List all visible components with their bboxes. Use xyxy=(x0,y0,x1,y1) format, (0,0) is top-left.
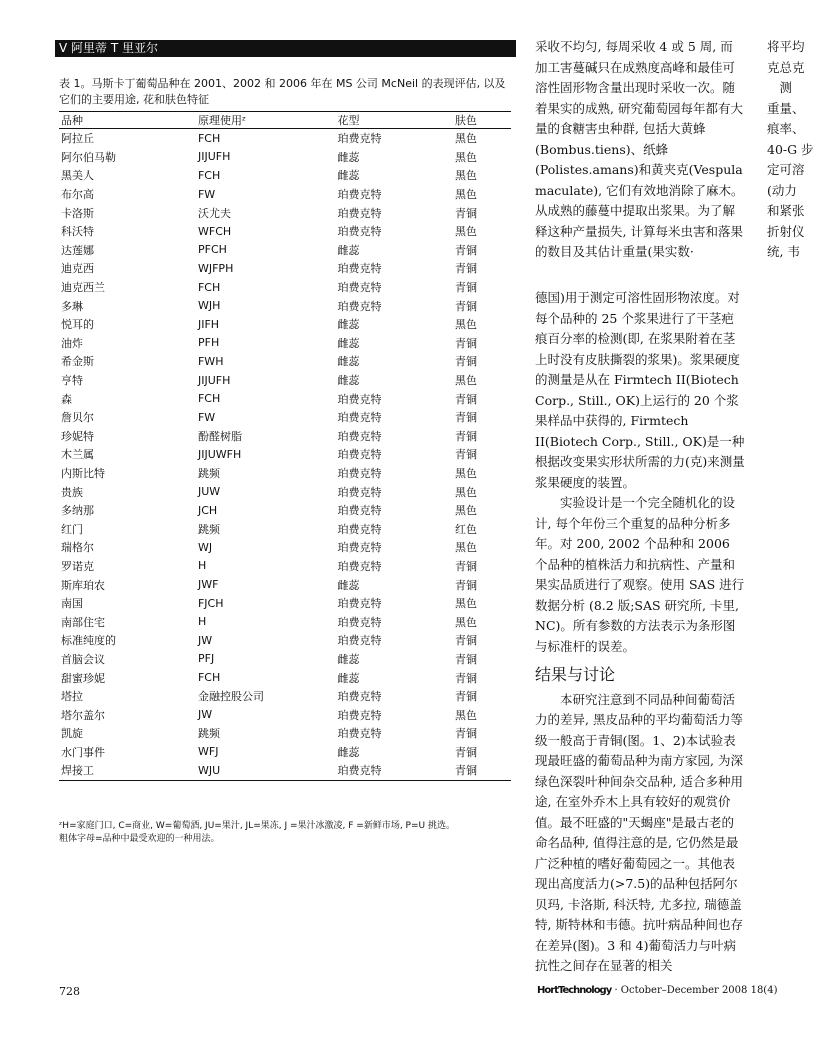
cell-use: JCH xyxy=(197,503,218,517)
table-row xyxy=(59,296,511,315)
table-row xyxy=(59,650,511,669)
running-header: V 阿里蒂 T 里亚尔 xyxy=(55,40,516,57)
table-row xyxy=(59,408,511,427)
cell-flower-type: 珀费克特 xyxy=(337,188,382,202)
table-row xyxy=(59,185,511,204)
cell-skin-color: 青铜 xyxy=(455,745,478,759)
cell-cultivar: 贵族 xyxy=(61,485,83,499)
page-number: 728 xyxy=(59,985,80,998)
cell-use: FCH xyxy=(197,671,221,685)
cell-skin-color: 黑色 xyxy=(455,708,478,722)
cell-cultivar: 迪克西兰 xyxy=(61,281,105,295)
table-row xyxy=(59,445,511,464)
cell-cultivar: 水门事件 xyxy=(61,745,105,759)
cell-flower-type: 珀费克特 xyxy=(337,132,382,146)
cell-use: PFJ xyxy=(197,652,215,666)
table-row xyxy=(59,724,511,743)
cell-skin-color: 青铜 xyxy=(455,262,478,276)
cell-flower-type: 珀费克特 xyxy=(337,615,382,629)
cell-flower-type: 珀费克特 xyxy=(336,761,454,780)
table-row xyxy=(59,129,511,148)
cell-use: JW xyxy=(197,633,213,647)
cell-skin-color: 黑色 xyxy=(455,615,478,629)
paragraph-harvest: 采收不均匀, 每周采收 4 或 5 周, 而加工害蔓碱只在成熟度高峰和最佳可溶性固形物含量出现时采收一次。随着果实的成熟, 研究葡萄园每年都有大量的食糖害虫种群, 包括大黄蜂(Bombus.tiens)、纸蜂(Polistes.amans)和黄夹克(Vespula maculate), 它们有效地消除了麻木。从成熟的藤蔓中提取出浆果。为了解释这种产量损失, 计算每米虫害和落果的数目及其估计重量(果实数· xyxy=(535,39,744,259)
cell-skin-color: 青铜 xyxy=(455,559,478,573)
cell-skin-color: 黑色 xyxy=(455,188,478,202)
table-row xyxy=(59,464,511,483)
table-row xyxy=(59,352,511,371)
table-row xyxy=(59,668,511,687)
cell-cultivar: 木兰属 xyxy=(61,448,94,462)
table-row xyxy=(59,501,511,520)
cultivar-table xyxy=(59,111,511,781)
cell-cultivar: 亨特 xyxy=(61,374,83,388)
cell-skin-color: 青铜 xyxy=(455,448,478,462)
cell-use: FJCH xyxy=(197,596,224,610)
cell-cultivar: 悦耳的 xyxy=(61,318,94,332)
table-row xyxy=(59,427,511,446)
cell-flower-type: 珀费克特 xyxy=(337,225,382,239)
column-header-flower-type: 花型 xyxy=(336,112,454,129)
column-3-line: 将平均 xyxy=(767,39,805,54)
column-3-line: 克总克 xyxy=(767,59,805,75)
table-row xyxy=(59,575,511,594)
table-row xyxy=(59,743,511,762)
cell-skin-color: 黑色 xyxy=(455,169,478,183)
cell-cultivar: 多琳 xyxy=(61,299,83,313)
cell-flower-type: 雌蕊 xyxy=(337,150,360,164)
paragraph-methods: 德国)用于测定可溶性固形物浓度。对每个品种的 25 个浆果进行了干茎疤痕百分率的检测(即, 在浆果附着在茎上时没有皮肤撕裂的浆果)。浆果硬度的测量是从在 Firmtech II(Biotech Corp., Still., OK)上运行的 20 个浆果样品中获得的, Firmtech II(Biotech Corp., Still., OK)是一种根据改变果实形状所需的力(克)来测量浆果硬度的装置。 xyxy=(535,290,745,490)
cell-flower-type: 雌蕊 xyxy=(337,243,360,257)
cell-use: JIJUFH xyxy=(197,373,231,387)
cell-cultivar: 森 xyxy=(61,392,72,406)
journal-issue: · October–December 2008 18(4) xyxy=(614,985,778,996)
cell-use: FWH xyxy=(197,354,224,368)
cell-flower-type: 珀费克特 xyxy=(337,597,382,611)
cell-cultivar: 科沃特 xyxy=(61,225,94,239)
cell-skin-color: 青铜 xyxy=(455,299,478,313)
cell-use: WFCH xyxy=(197,224,232,238)
cell-cultivar: 卡洛斯 xyxy=(61,206,94,220)
cell-cultivar: 阿拉丘 xyxy=(61,132,94,146)
cell-use: JUW xyxy=(197,485,221,499)
cell-cultivar: 瑞格尔 xyxy=(61,541,94,555)
table-row xyxy=(59,557,511,576)
column-3-line: 和紧张 xyxy=(767,203,805,218)
table-row xyxy=(59,612,511,631)
footnote-bold: 粗体字母=品种中最受欢迎的一种用法。 xyxy=(59,834,220,844)
table-row xyxy=(59,222,511,241)
cell-flower-type: 珀费克特 xyxy=(337,522,382,536)
table-row xyxy=(59,594,511,613)
cell-skin-color: 青铜 xyxy=(455,392,478,406)
column-header-use: 原理使用ᶻ xyxy=(196,112,336,129)
table-row xyxy=(59,241,511,260)
cell-use: JWF xyxy=(197,578,219,592)
cell-use: 跳频 xyxy=(197,727,220,741)
cell-skin-color: 青铜 xyxy=(455,634,478,648)
cell-flower-type: 雌蕊 xyxy=(337,336,360,350)
cell-use: H xyxy=(197,615,207,629)
cell-skin-color: 黑色 xyxy=(455,541,478,555)
cell-flower-type: 珀费克特 xyxy=(337,299,382,313)
cell-use: 沃尤夫 xyxy=(197,206,231,220)
cell-cultivar: 南部住宅 xyxy=(61,615,105,629)
table-row xyxy=(59,687,511,706)
cell-cultivar: 首脑会议 xyxy=(61,652,105,666)
column-3-line: 定可溶 xyxy=(767,162,805,177)
column-3-line: 统, 韦 xyxy=(767,244,800,259)
cell-cultivar: 迪克西 xyxy=(61,262,94,276)
cell-use: WJFPH xyxy=(197,261,234,275)
cell-flower-type: 雌蕊 xyxy=(337,318,360,332)
section-title-results: 结果与讨论 xyxy=(535,665,616,684)
footnote-use-codes: ᶻH=家庭门口, C=商业, W=葡萄酒, JU=果汁, JL=果冻, J =果汁冰激凌, F =新鲜市场, P=U 挑选。 xyxy=(59,821,455,831)
column-3-line: 40-G 步 xyxy=(767,141,814,157)
cell-cultivar: 多纳那 xyxy=(61,504,94,518)
journal-footer xyxy=(537,985,777,996)
cell-cultivar: 塔拉 xyxy=(61,690,83,704)
cell-use: H xyxy=(197,559,207,573)
cell-flower-type: 珀费克特 xyxy=(337,727,382,741)
cell-skin-color: 黑色 xyxy=(455,466,478,480)
table-row xyxy=(59,538,511,557)
cell-flower-type: 珀费克特 xyxy=(337,466,382,480)
cell-use: 金融控股公司 xyxy=(197,690,264,704)
cell-use: FCH xyxy=(197,392,221,406)
cell-skin-color: 青铜 xyxy=(455,727,478,741)
cell-skin-color: 青铜 xyxy=(455,243,478,257)
table-row xyxy=(59,519,511,538)
table-row xyxy=(59,371,511,390)
column-3-line: 痕率、 xyxy=(767,121,805,136)
cell-flower-type: 珀费克特 xyxy=(337,559,382,573)
cell-use: WJU xyxy=(196,761,336,780)
cell-flower-type: 雌蕊 xyxy=(337,671,360,685)
cell-cultivar: 黑美人 xyxy=(61,169,94,183)
cell-flower-type: 雌蕊 xyxy=(337,578,360,592)
table-row xyxy=(59,389,511,408)
cell-flower-type: 珀费克特 xyxy=(337,429,382,443)
cell-skin-color: 黑色 xyxy=(455,225,478,239)
cell-use: FCH xyxy=(197,131,221,145)
cell-skin-color: 黑色 xyxy=(455,132,478,146)
table-row xyxy=(59,334,511,353)
cell-skin-color: 黑色 xyxy=(455,318,478,332)
cell-use: JIJUWFH xyxy=(197,447,242,461)
cell-skin-color: 青铜 xyxy=(455,206,478,220)
paragraph-design: 实验设计是一个完全随机化的设计, 每个年份三个重复的品种分析多年。对 200, 2002 个品种和 2006 个品种的植株活力和抗病性、产量和果实品质进行了观察。使用 SAS 进行数据分析 (8.2 版;SAS 研究所, 卡里, NC)。所有参数的方法表示为条形图与标准杆的误差。 xyxy=(535,495,745,654)
table-row xyxy=(59,315,511,334)
cell-cultivar: 希金斯 xyxy=(61,355,94,369)
cell-use: JIJUFH xyxy=(197,150,231,164)
cell-flower-type: 珀费克特 xyxy=(337,708,382,722)
column-3-line: 折射仪 xyxy=(767,223,805,239)
column-3-line: 重量、 xyxy=(767,100,805,116)
table-footnotes xyxy=(59,820,511,846)
cell-cultivar: 斯库珀农 xyxy=(61,578,105,592)
body-column-2-top xyxy=(535,37,745,263)
cell-flower-type: 雌蕊 xyxy=(337,652,360,666)
cell-flower-type: 珀费克特 xyxy=(337,634,382,648)
table-row xyxy=(59,259,511,278)
cell-flower-type: 珀费克特 xyxy=(337,485,382,499)
cell-cultivar: 焊接工 xyxy=(59,761,196,780)
cell-skin-color: 青铜 xyxy=(453,761,511,780)
cell-use: 跳频 xyxy=(197,522,220,536)
cell-skin-color: 黑色 xyxy=(455,504,478,518)
table-row xyxy=(59,278,511,297)
cell-skin-color: 黑色 xyxy=(455,374,478,388)
cell-use: FCH xyxy=(197,280,221,294)
cell-cultivar: 内斯比特 xyxy=(61,466,105,480)
cell-flower-type: 珀费克特 xyxy=(337,206,382,220)
cell-use: 酚醛树脂 xyxy=(197,429,242,443)
cell-cultivar: 甜蜜珍妮 xyxy=(61,671,105,685)
cell-flower-type: 珀费克特 xyxy=(337,392,382,406)
column-header-cultivar: 品种 xyxy=(59,112,196,129)
cell-flower-type: 珀费克特 xyxy=(337,690,382,704)
cell-skin-color: 青铜 xyxy=(455,671,478,685)
cell-skin-color: 青铜 xyxy=(455,429,478,443)
table-header-row xyxy=(59,112,511,129)
table-row xyxy=(59,631,511,650)
cell-use: WFJ xyxy=(197,745,219,759)
paragraph-results: 本研究注意到不同品种间葡萄活力的差异, 黑皮品种的平均葡萄活力等级一般高于青铜(图。1、2)本试验表现最旺盛的葡萄品种为南方家园, 为深绿色深裂叶种间杂交品种, 适合多种用途, 在室外乔木上具有较好的观赏价值。最不旺盛的"天蝎座"是最古老的命名品种, 值得注意的是, 它仍然是最广泛种植的嗜好葡萄园之一。其他表现出高度活力(>7.5)的品种包括阿尔贝玛, 卡洛斯, 科沃特, 尤多拉, 瑞德盖特, 斯特林和韦德。抗叶病品种间也存在差异(图)。3 和 4)葡萄活力与叶病抗性之间存在显著的相关 xyxy=(535,691,743,973)
cell-cultivar: 凯旋 xyxy=(61,727,83,741)
column-3-line: 测 xyxy=(767,80,793,95)
table-row xyxy=(59,203,511,222)
cell-skin-color: 青铜 xyxy=(455,652,478,666)
cell-skin-color: 黑色 xyxy=(455,597,478,611)
cell-cultivar: 罗诺克 xyxy=(61,559,94,573)
cell-skin-color: 青铜 xyxy=(455,281,478,295)
cell-skin-color: 青铜 xyxy=(455,578,478,592)
cell-flower-type: 珀费克特 xyxy=(337,448,382,462)
cell-cultivar: 南国 xyxy=(61,597,83,611)
cell-flower-type: 雌蕊 xyxy=(337,374,360,388)
cell-flower-type: 珀费克特 xyxy=(337,504,382,518)
cell-cultivar: 油炸 xyxy=(61,336,83,350)
cell-skin-color: 红色 xyxy=(455,522,478,536)
cell-use: FW xyxy=(197,187,216,201)
cell-flower-type: 珀费克特 xyxy=(337,411,382,425)
journal-logo: HortTechnology xyxy=(537,985,612,996)
cell-use: WJ xyxy=(197,540,213,554)
cell-cultivar: 达莲娜 xyxy=(61,243,94,257)
table-caption: 表 1。马斯卡丁葡萄品种在 2001、2002 和 2006 年在 MS 公司 McNeil 的表现评估, 以及它们的主要用途, 花和肤色特征 xyxy=(59,77,506,106)
cell-cultivar: 红门 xyxy=(61,522,83,536)
cell-skin-color: 青铜 xyxy=(455,690,478,704)
column-header-skin-color: 肤色 xyxy=(453,112,511,129)
cell-cultivar: 阿尔伯马勒 xyxy=(61,150,116,164)
cell-flower-type: 珀费克特 xyxy=(337,541,382,555)
cell-flower-type: 雌蕊 xyxy=(337,745,360,759)
cell-cultivar: 标准纯度的 xyxy=(61,634,116,648)
cell-use: PFH xyxy=(197,336,220,350)
cell-skin-color: 青铜 xyxy=(455,336,478,350)
cell-flower-type: 雌蕊 xyxy=(337,169,360,183)
cell-skin-color: 青铜 xyxy=(455,411,478,425)
cell-skin-color: 青铜 xyxy=(455,355,478,369)
cell-cultivar: 詹贝尔 xyxy=(61,411,94,425)
table-row xyxy=(59,705,511,724)
table-row xyxy=(59,148,511,167)
body-column-2-bottom xyxy=(535,288,745,977)
cell-use: FCH xyxy=(197,168,221,182)
cell-use: JIFH xyxy=(197,317,220,331)
cell-use: WJH xyxy=(197,299,221,313)
body-column-3-cropped xyxy=(767,37,814,263)
cell-use: FW xyxy=(197,410,216,424)
cell-cultivar: 珍妮特 xyxy=(61,429,94,443)
cell-cultivar: 布尔高 xyxy=(61,188,94,202)
cell-use: 跳频 xyxy=(197,466,220,480)
cell-cultivar: 塔尔盖尔 xyxy=(61,708,105,722)
table-row xyxy=(59,482,511,501)
table-row xyxy=(59,166,511,185)
cell-flower-type: 雌蕊 xyxy=(337,355,360,369)
column-3-line: (动力 xyxy=(767,182,797,198)
cell-flower-type: 珀费克特 xyxy=(337,262,382,276)
table-row xyxy=(59,761,511,780)
cell-use: PFCH xyxy=(197,243,227,257)
cell-flower-type: 珀费克特 xyxy=(337,281,382,295)
cell-skin-color: 黑色 xyxy=(455,150,478,164)
cell-skin-color: 黑色 xyxy=(455,485,478,499)
cell-use: JW xyxy=(197,708,213,722)
